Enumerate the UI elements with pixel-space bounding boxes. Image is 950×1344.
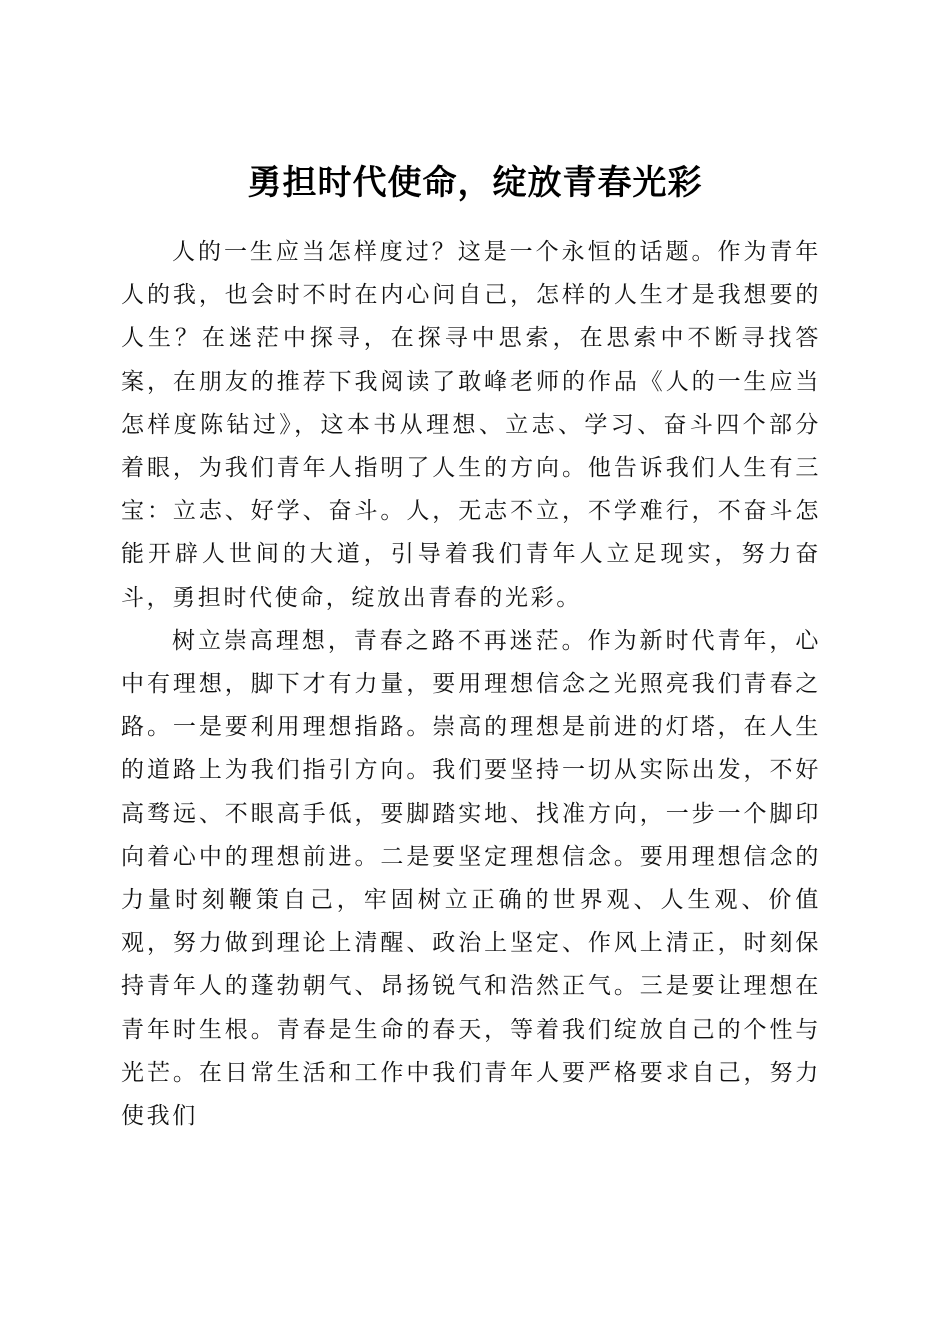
document-body — [121, 231, 821, 1138]
paragraph-ideals: 树立崇高理想，青春之路不再迷茫。作为新时代青年，心中有理想，脚下才有力量，要用理想信念之光照亮我们青春之路。一是要利用理想指路。崇高的理想是前进的灯塔，在人生的道路上为我们指引方向。我们要坚持一切从实际出发，不好高骛远、不眼高手低，要脚踏实地、找准方向，一步一个脚印向着心中的理想前进。二是要坚定理想信念。要用理想信念的力量时刻鞭策自己，牢固树立正确的世界观、人生观、价值观，努力做到理论上清醒、政治上坚定、作风上清正，时刻保持青年人的蓬勃朝气、昂扬锐气和浩然正气。三是要让理想在青年时生根。青春是生命的春天，等着我们绽放自己的个性与光芒。在日常生活和工作中我们青年人要严格要求自己，努力使我们 — [121, 627, 821, 1130]
document-title: 勇担时代使命，绽放青春光彩 — [247, 162, 703, 203]
paragraph-intro: 人的一生应当怎样度过？这是一个永恒的话题。作为青年人的我，也会时不时在内心问自己，怎样的人生才是我想要的人生？在迷茫中探寻，在探寻中思索，在思索中不断寻找答案，在朋友的推荐下我阅读了敢峰老师的作品《人的一生应当怎样度陈钻过》，这本书从理想、立志、学习、奋斗四个部分着眼，为我们青年人指明了人生的方向。他告诉我们人生有三宝：立志、好学、奋斗。人，无志不立，不学难行，不奋斗怎能开辟人世间的大道，引导着我们青年人立足现实，努力奋斗，勇担时代使命，绽放出青春的光彩。 — [121, 239, 821, 611]
